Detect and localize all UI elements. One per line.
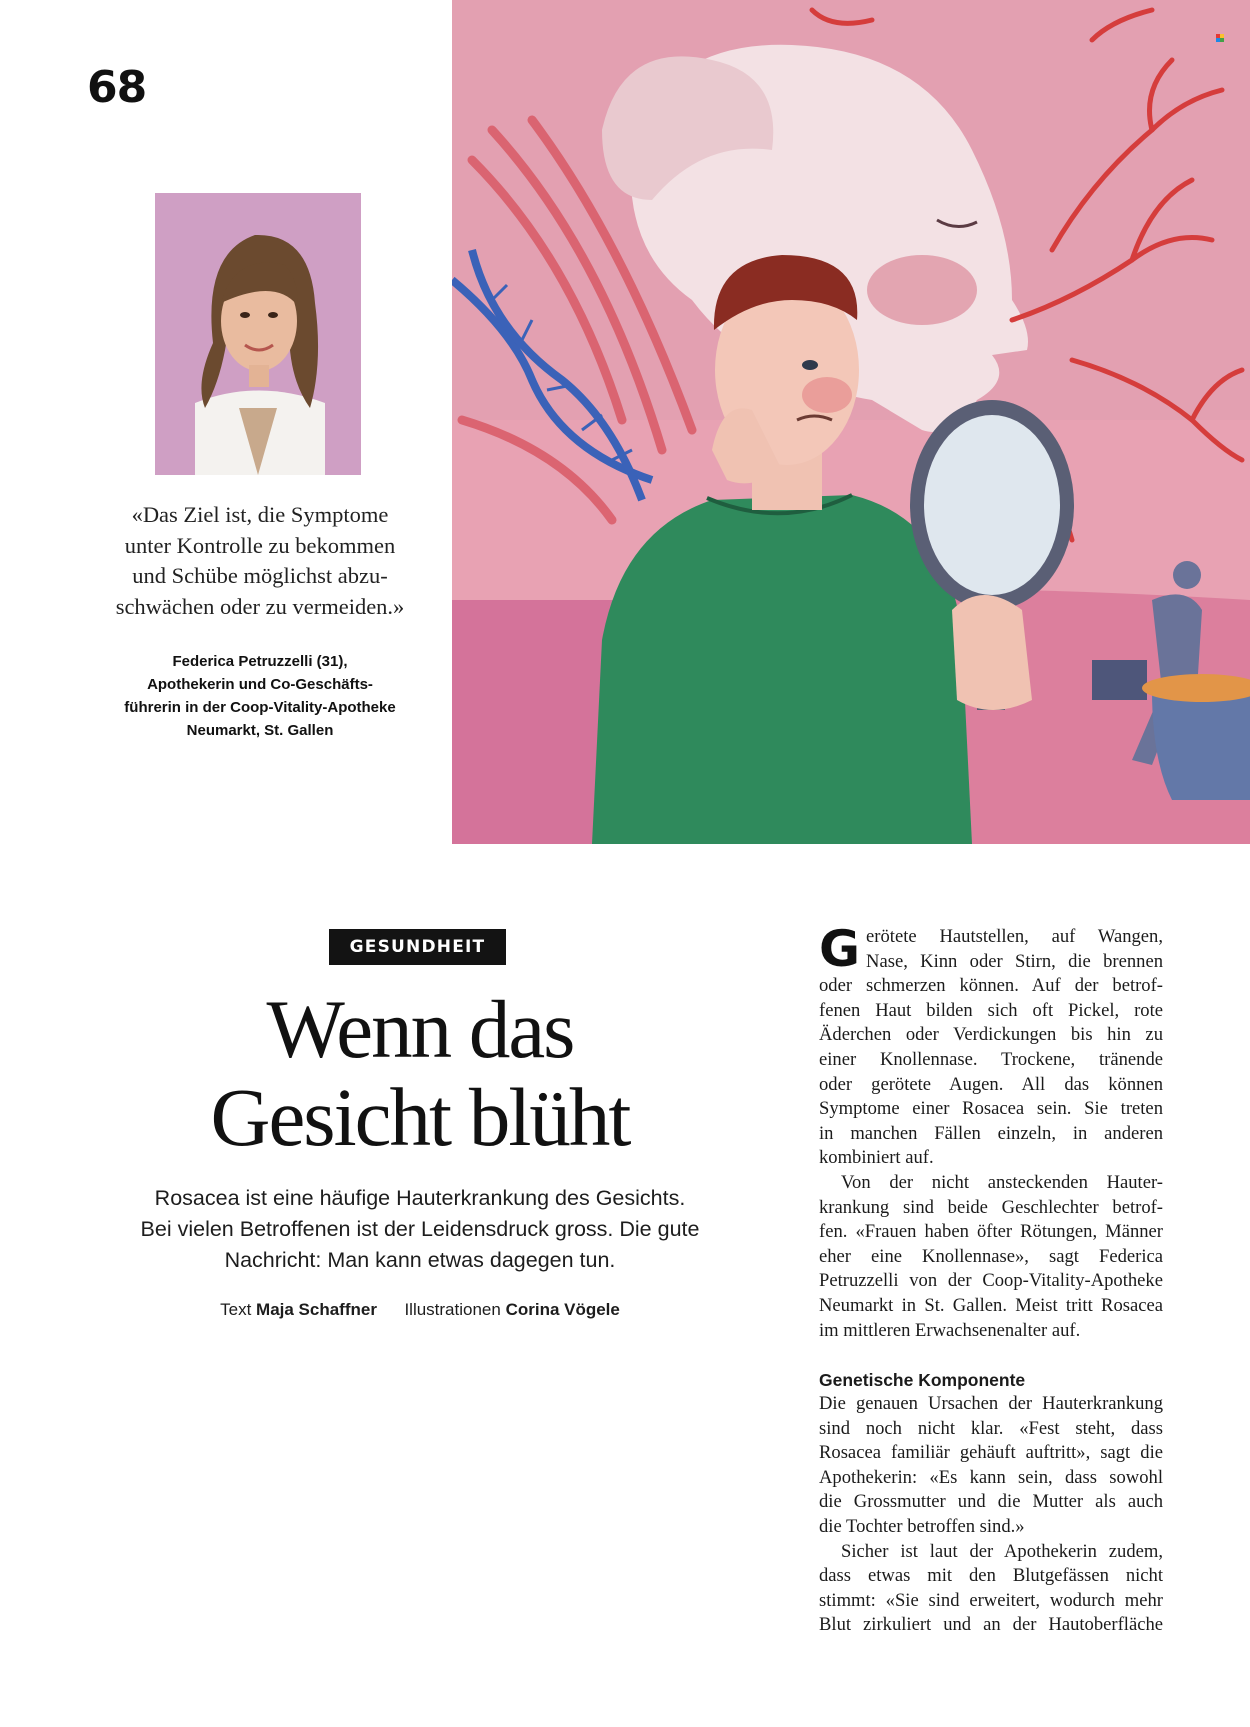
body-line: die Tochter betroffen sind.» bbox=[819, 1516, 1025, 1538]
headline-line: Wenn das bbox=[266, 983, 574, 1075]
text-label: Text bbox=[220, 1300, 252, 1319]
body-line: Blut zirkuliert und an der Hautoberfläche bbox=[819, 1614, 1163, 1636]
quote-line: schwächen oder zu vermeiden.» bbox=[115, 593, 405, 619]
portrait-photo bbox=[155, 193, 361, 475]
drop-cap: G bbox=[819, 920, 861, 978]
hero-illustration bbox=[452, 0, 1250, 844]
body-line: im mittleren Erwachsenenalter auf. bbox=[819, 1319, 1081, 1341]
body-line: Symptome einer Rosacea sein. Sie treten bbox=[819, 1098, 1163, 1120]
pull-quote bbox=[100, 500, 420, 622]
author-name: Maja Schaffner bbox=[256, 1300, 377, 1319]
illustration-label: Illustrationen bbox=[404, 1300, 501, 1319]
body-line: sind noch nicht klar. «Fest steht, dass bbox=[819, 1417, 1163, 1439]
body-line: Neumarkt in St. Gallen. Meist tritt Rosacea bbox=[819, 1294, 1163, 1316]
body-line: Äderchen oder Verdickungen bis hin zu bbox=[819, 1024, 1163, 1046]
body-line: dass etwas mit den Blutgefässen nicht bbox=[819, 1565, 1163, 1587]
subheading: Genetische Komponente bbox=[819, 1370, 1026, 1391]
quote-line: «Das Ziel ist, die Symptome bbox=[131, 502, 389, 527]
color-mark-icon bbox=[1216, 34, 1224, 42]
body-line: Sicher ist laut der Apothekerin zudem, bbox=[841, 1540, 1163, 1562]
body-line: Rosacea familiär gehäuft auftritt», sagt die bbox=[819, 1442, 1163, 1464]
body-line: Petruzzelli von der Coop-Vitality-Apotheke bbox=[819, 1270, 1163, 1292]
quote-attribution bbox=[100, 650, 420, 742]
body-line: fenen Haut bilden sich oft Pickel, rote bbox=[819, 999, 1163, 1021]
lead-line: Bei vielen Betroffenen ist der Leidensdruck gross. Die gute bbox=[140, 1217, 700, 1241]
attribution-line: Apothekerin und Co-Geschäfts- bbox=[147, 676, 373, 693]
body-line: Die genauen Ursachen der Hauterkrankung bbox=[819, 1393, 1163, 1415]
body-line: kombiniert auf. bbox=[819, 1147, 934, 1169]
headline bbox=[110, 985, 730, 1161]
quote-line: unter Kontrolle zu bekommen bbox=[124, 532, 396, 558]
body-line: eher eine Knollennase», sagt Federica bbox=[819, 1245, 1163, 1267]
body-line: die Grossmutter und die Mutter als auch bbox=[819, 1491, 1163, 1513]
quote-line: und Schübe möglichst abzu- bbox=[132, 563, 388, 588]
body-line: Von der nicht ansteckenden Hauter- bbox=[841, 1171, 1163, 1193]
body-line: fen. «Frauen haben öfter Rötungen, Männer bbox=[819, 1221, 1163, 1243]
article-body bbox=[819, 920, 1163, 1638]
attribution-line: führerin in der Coop-Vitality-Apotheke bbox=[124, 699, 396, 716]
body-line: einer Knollennase. Trockene, tränende bbox=[819, 1048, 1163, 1070]
lead-line: Rosacea ist eine häufige Hauterkrankung des Gesichts. bbox=[154, 1186, 686, 1210]
headline-line: Gesicht blüht bbox=[210, 1071, 630, 1163]
body-line: in manchen Fällen einzeln, in anderen bbox=[819, 1122, 1163, 1144]
page-number: 68 bbox=[87, 62, 147, 113]
attribution-line: Neumarkt, St. Gallen bbox=[186, 722, 334, 739]
lead-line: Nachricht: Man kann etwas dagegen tun. bbox=[224, 1248, 616, 1272]
body-line: erötete Hautstellen, auf Wangen, bbox=[866, 926, 1163, 947]
body-line: stimmt: «Sie sind erweitert, wodurch mehr bbox=[819, 1589, 1163, 1611]
body-line: oder gerötete Augen. All das können bbox=[819, 1073, 1163, 1095]
body-line: Nase, Kinn oder Stirn, die brennen bbox=[866, 950, 1163, 972]
body-line: Apothekerin: «Es kann sein, dass sowohl bbox=[819, 1466, 1163, 1488]
attribution-line: Federica Petruzzelli (31), bbox=[172, 653, 348, 670]
lead-paragraph bbox=[110, 1183, 730, 1276]
body-line: oder schmerzen können. Auf der betrof- bbox=[819, 975, 1163, 997]
body-line: krankung sind beide Geschlechter betrof- bbox=[819, 1196, 1163, 1218]
illustrator-name: Corina Vögele bbox=[505, 1300, 620, 1319]
byline bbox=[110, 1300, 730, 1320]
section-tag: GESUNDHEIT bbox=[329, 929, 506, 965]
